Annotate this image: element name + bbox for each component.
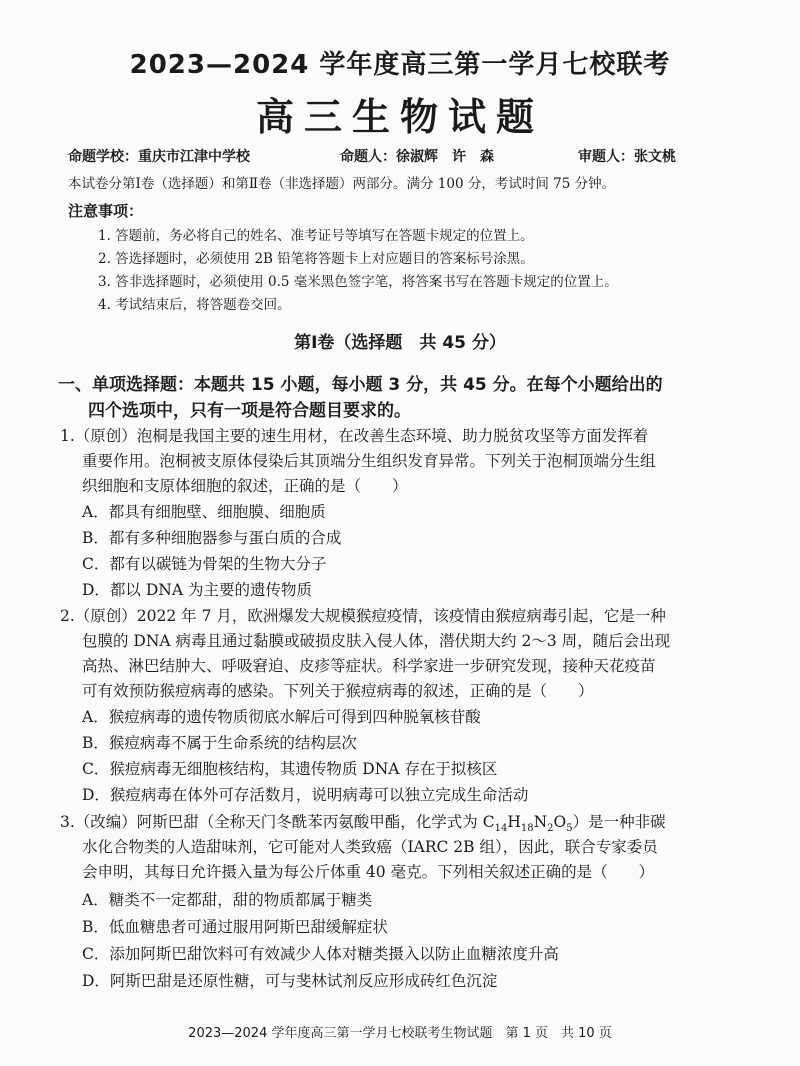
question-3-suffix: ）是一种非碳 — [572, 813, 666, 831]
question-2-option-d: D．猴痘病毒在体外可存活数月，说明病毒可以独立完成生命活动 — [82, 786, 529, 804]
formula-subscript: 2 — [547, 823, 554, 835]
formula-subscript: 5 — [566, 823, 573, 835]
notice-item: 3. 答非选择题时，必须使用 0.5 毫米黑色签字笔，将答案书写在答题卡规定的位置上。 — [98, 274, 618, 290]
formula-element: N — [533, 813, 548, 831]
question-3-option-b: B．低血糖患者可通过服用阿斯巴甜缓解症状 — [82, 918, 388, 936]
reviewer-label: 审题人：张文桃 — [578, 149, 676, 165]
question-3-line: 水化合物类的人造甜味剂，它可能对人类致癌（IARC 2B 组），因此，联合专家委员 — [82, 838, 658, 856]
question-1-option-a: A．都具有细胞壁、细胞膜、细胞质 — [82, 503, 326, 521]
question-2-line: 2.（原创）2022 年 7 月，欧洲爆发大规模猴痘疫情，该疫情由猴痘病毒引起，它是一种 — [60, 607, 666, 625]
exam-title: 2023—2024 学年度高三第一学月七校联考 — [129, 50, 671, 80]
school-label: 命题学校：重庆市江津中学校 — [68, 149, 250, 165]
notice-heading: 注意事项： — [68, 202, 144, 220]
question-1-line: 重要作用。泡桐被支原体侵染后其顶端分生组织发育异常。下列关于泡桐顶端分生组 — [82, 452, 656, 470]
question-2-line: 可有效预防猴痘病毒的感染。下列关于猴痘病毒的叙述，正确的是（ ） — [82, 682, 594, 700]
formula-subscript: 18 — [520, 823, 534, 835]
exam-intro: 本试卷分第Ⅰ卷（选择题）和第Ⅱ卷（非选择题）两部分。满分 100 分，考试时间 75 分钟。 — [68, 176, 616, 192]
formula-element: O — [553, 813, 567, 831]
question-1-line: 1.（原创）泡桐是我国主要的速生用材，在改善生态环境、助力脱贫攻坚等方面发挥着 — [60, 427, 649, 445]
question-2-line: 包膜的 DNA 病毒且通过黏膜或破损皮肤入侵人体，潜伏期大约 2～3 周，随后会出现 — [82, 632, 671, 650]
part-heading-line1: 一、单项选择题：本题共 15 小题，每小题 3 分，共 45 分。在每个小题给出的 — [58, 375, 663, 395]
question-1-option-b: B．都有多种细胞器参与蛋白质的合成 — [82, 529, 342, 547]
question-2-option-b: B．猴痘病毒不属于生命系统的结构层次 — [82, 734, 357, 752]
question-3-option-c: C．添加阿斯巴甜饮料可有效减少人体对糖类摄入以防止血糖浓度升高 — [82, 945, 559, 963]
part-heading-line2: 四个选项中，只有一项是符合题目要求的。 — [88, 401, 411, 421]
question-3-option-d: D．阿斯巴甜是还原性糖，可与斐林试剂反应形成砖红色沉淀 — [82, 972, 498, 990]
question-1-option-d: D．都以 DNA 为主要的遗传物质 — [82, 581, 312, 599]
question-3-prefix: 3.（改编）阿斯巴甜（全称天门冬酰苯丙氨酸甲酯，化学式为 C — [60, 813, 495, 831]
question-3-line: 会申明，其每日允许摄入量为每公斤体重 40 毫克。下列相关叙述正确的是（ ） — [82, 863, 655, 881]
subject-title: 高三生物试题 — [255, 95, 544, 139]
notice-item: 4. 考试结束后，将答题卷交回。 — [98, 297, 291, 313]
question-1-option-c: C．都有以碳链为骨架的生物大分子 — [82, 555, 327, 573]
question-3-option-a: A．糖类不一定都甜，甜的物质都属于糖类 — [82, 891, 373, 909]
formula-subscript: 14 — [494, 823, 508, 835]
formula-element: H — [507, 813, 521, 831]
authors-label: 命题人：徐淑辉 许 森 — [340, 149, 494, 165]
page-footer: 2023—2024 学年度高三第一学月七校联考生物试题 第 1 页 共 10 页 — [188, 1026, 612, 1041]
question-2-option-a: A．猴痘病毒的遗传物质彻底水解后可得到四种脱氧核苷酸 — [82, 708, 481, 726]
question-3-line — [60, 810, 666, 834]
notice-item: 2. 答选择题时，必须使用 2B 铅笔将答题卡上对应题目的答案标号涂黑。 — [98, 251, 534, 267]
question-2-line: 高热、淋巴结肿大、呼吸窘迫、皮疹等症状。科学家进一步研究发现，接种天花疫苗 — [82, 657, 656, 675]
notice-item: 1. 答题前，务必将自己的姓名、准考证号等填写在答题卡规定的位置上。 — [98, 228, 534, 244]
question-1-line: 织细胞和支原体细胞的叙述，正确的是（ ） — [82, 477, 408, 495]
section-title: 第Ⅰ卷（选择题 共 45 分） — [294, 333, 506, 353]
question-2-option-c: C．猴痘病毒无细胞核结构，其遗传物质 DNA 存在于拟核区 — [82, 760, 498, 778]
